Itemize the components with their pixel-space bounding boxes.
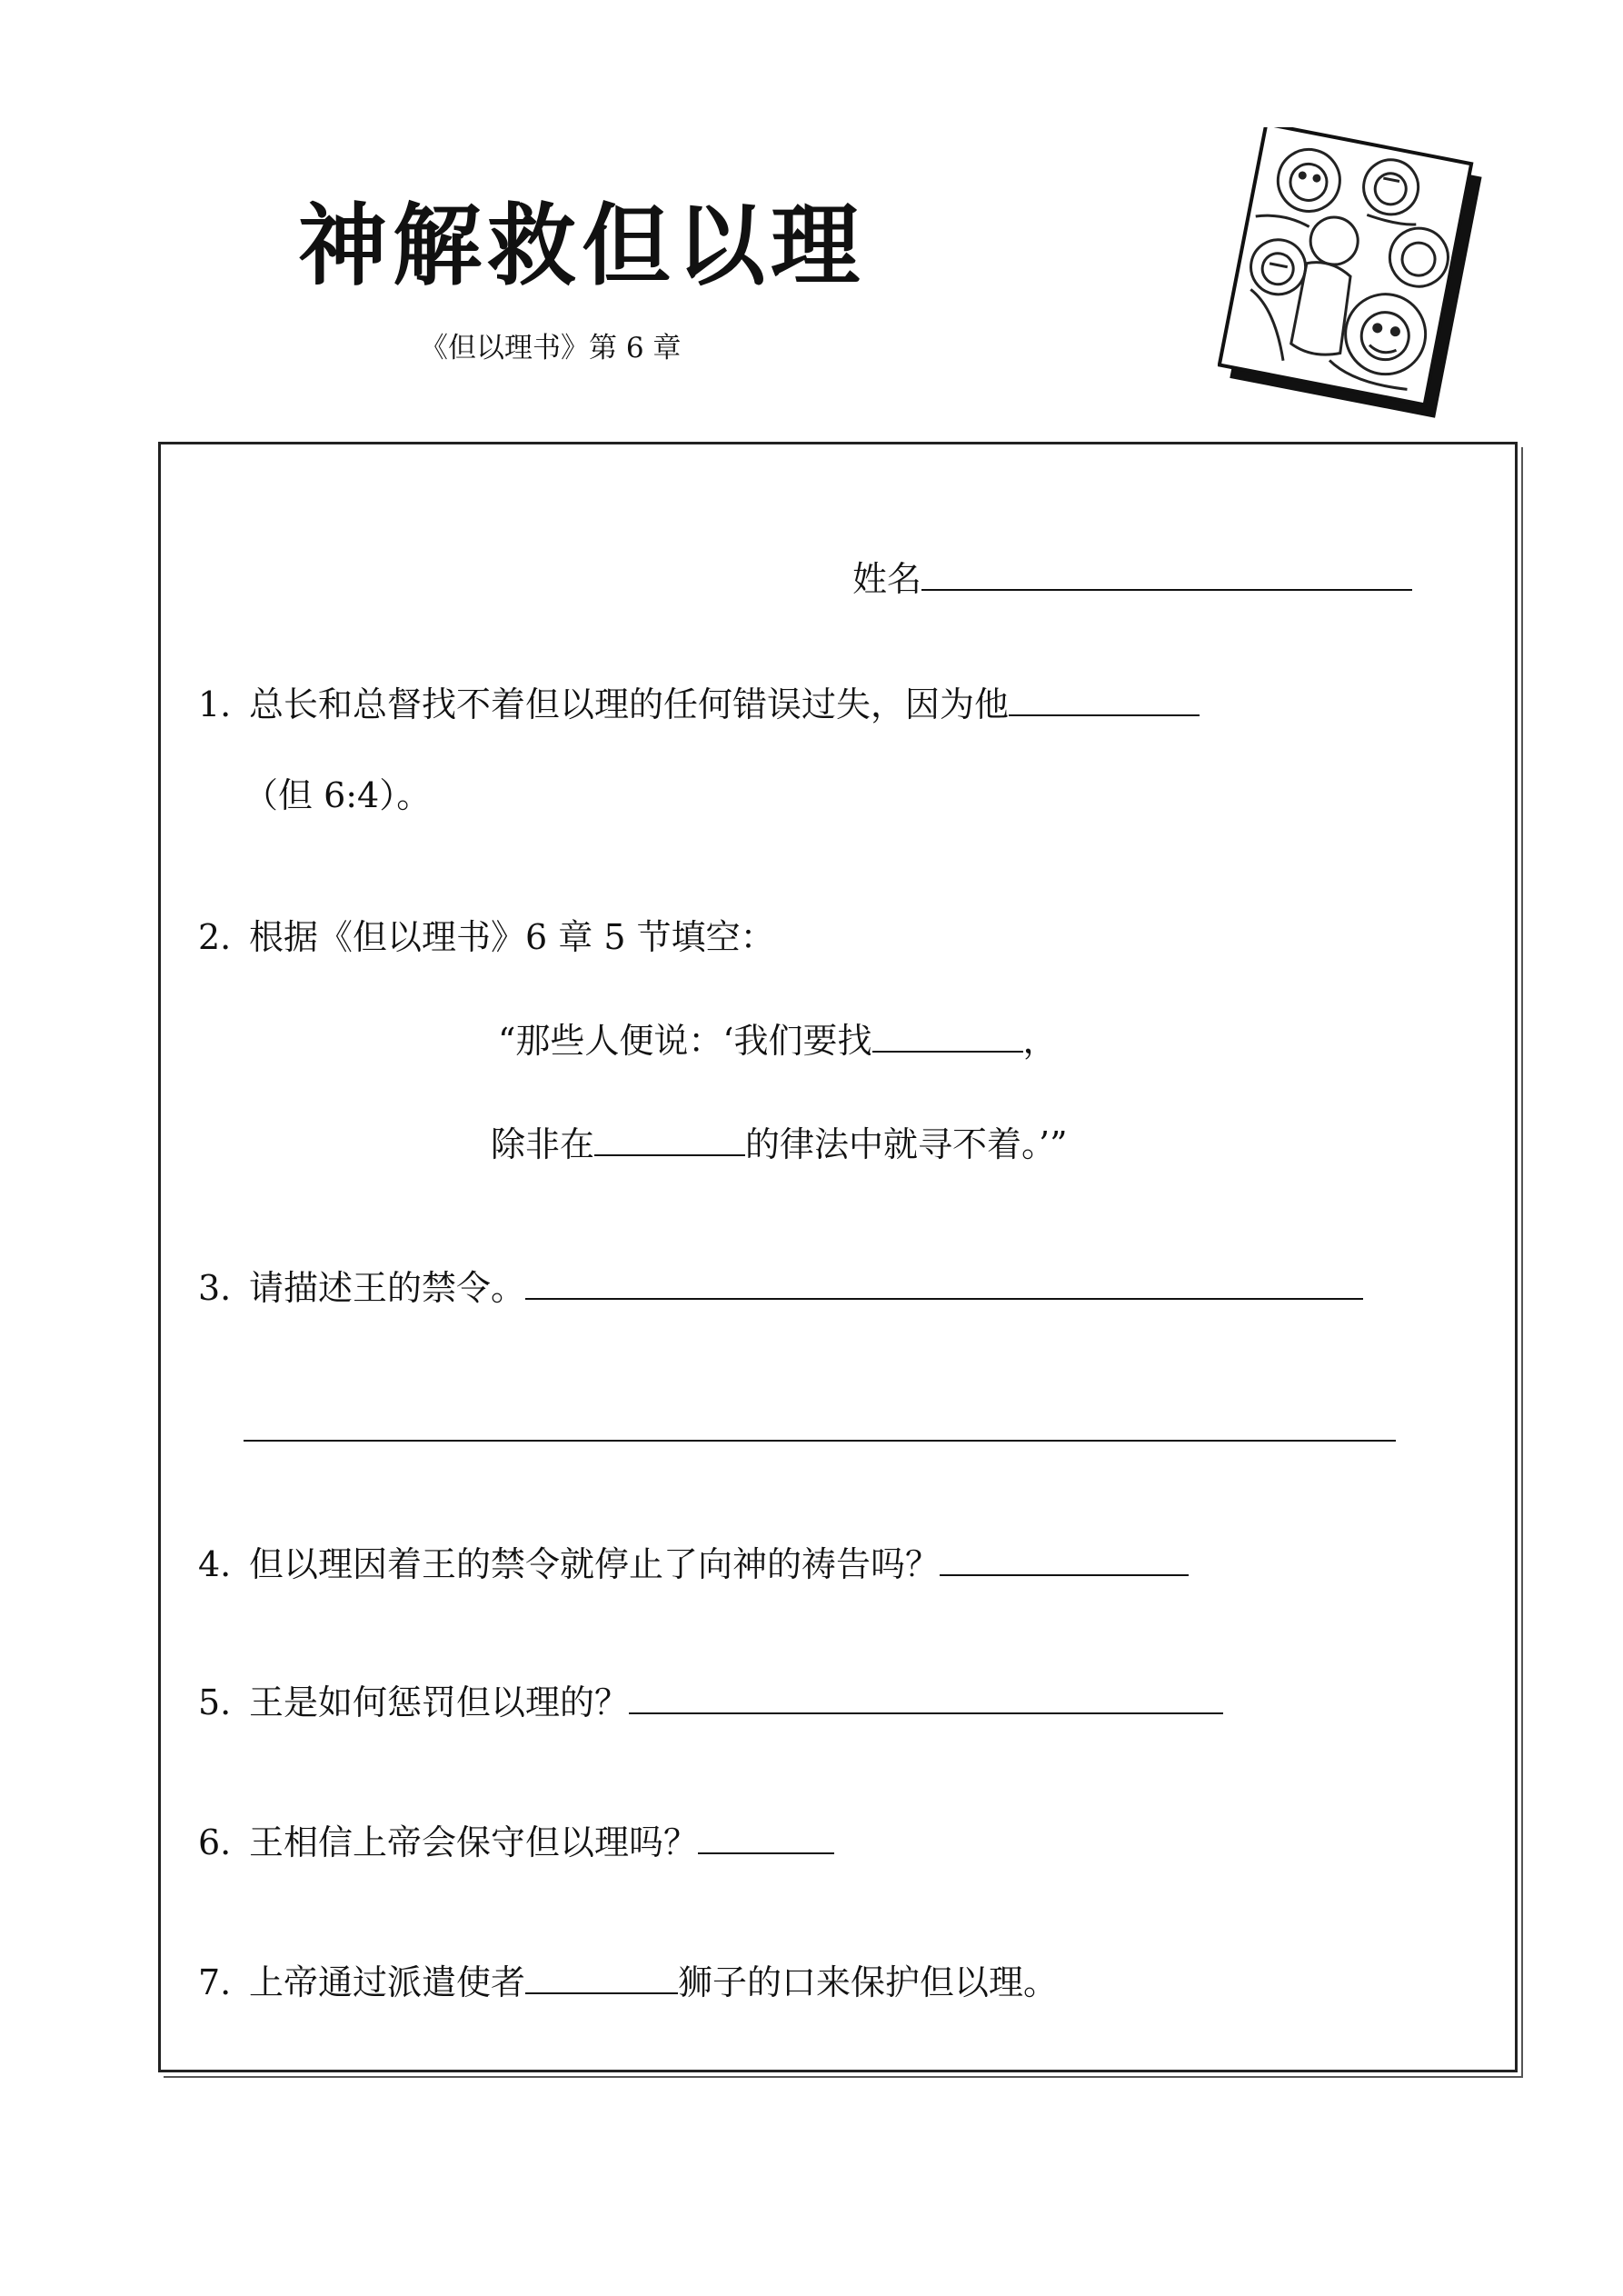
- question-2: [198, 917, 775, 957]
- quote-text: 除非在: [491, 1124, 595, 1164]
- name-label: 姓名: [852, 559, 922, 599]
- question-6: [198, 1822, 834, 1862]
- question-text: 但以理因着王的禁令就停止了向神的祷告吗？: [249, 1544, 941, 1584]
- quote-text: “那些人便说：‘我们要找: [498, 1021, 872, 1061]
- quote-line-2: [491, 1124, 1068, 1164]
- question-3: [198, 1268, 1363, 1308]
- answer-blank-3a[interactable]: [525, 1271, 1363, 1300]
- question-text: 总长和总督找不着但以理的任何错误过失，因为他: [249, 684, 1010, 724]
- question-text: 上帝通过派遣使者: [249, 1962, 526, 2002]
- name-field-row: [852, 559, 1412, 599]
- quote-line-1: [498, 1021, 1058, 1061]
- question-7: [198, 1962, 1059, 2002]
- question-3-second-line: [244, 1413, 1396, 1447]
- question-number: 5.: [198, 1682, 232, 1722]
- question-text: 王相信上帝会保守但以理吗？: [249, 1822, 699, 1862]
- answer-blank-5[interactable]: [629, 1685, 1223, 1714]
- question-1: [198, 684, 1200, 724]
- quote-text: ，: [1022, 1021, 1058, 1061]
- question-1-continuation: （但 6:4）。: [244, 775, 432, 815]
- question-text: 王是如何惩罚但以理的？: [249, 1682, 630, 1722]
- answer-blank-7[interactable]: [525, 1965, 678, 1994]
- question-text: 请描述王的禁令。: [249, 1268, 526, 1308]
- answer-blank-6[interactable]: [698, 1825, 834, 1854]
- name-blank[interactable]: [921, 562, 1412, 591]
- answer-blank-2a[interactable]: [872, 1023, 1023, 1053]
- question-number: 2.: [198, 917, 232, 957]
- question-5: [198, 1682, 1223, 1722]
- question-4: [198, 1544, 1189, 1584]
- question-number: 1.: [198, 684, 232, 724]
- quote-text: 的律法中就寻不着。’”: [745, 1124, 1068, 1164]
- page-subtitle: 《但以理书》第 6 章: [420, 332, 682, 364]
- question-number: 6.: [198, 1822, 232, 1862]
- question-number: 4.: [198, 1544, 232, 1584]
- question-text: 狮子的口来保护但以理。: [678, 1962, 1059, 2002]
- lions-den-illustration-icon: [1218, 127, 1490, 436]
- answer-blank-1[interactable]: [1009, 687, 1200, 716]
- page-title: 神解救但以理: [298, 195, 866, 298]
- answer-blank-3b[interactable]: [244, 1413, 1396, 1442]
- answer-blank-2b[interactable]: [594, 1127, 745, 1156]
- question-number: 7.: [198, 1962, 232, 2002]
- answer-blank-4[interactable]: [940, 1547, 1189, 1576]
- question-text: 根据《但以理书》6 章 5 节填空：: [249, 917, 775, 957]
- question-number: 3.: [198, 1268, 232, 1308]
